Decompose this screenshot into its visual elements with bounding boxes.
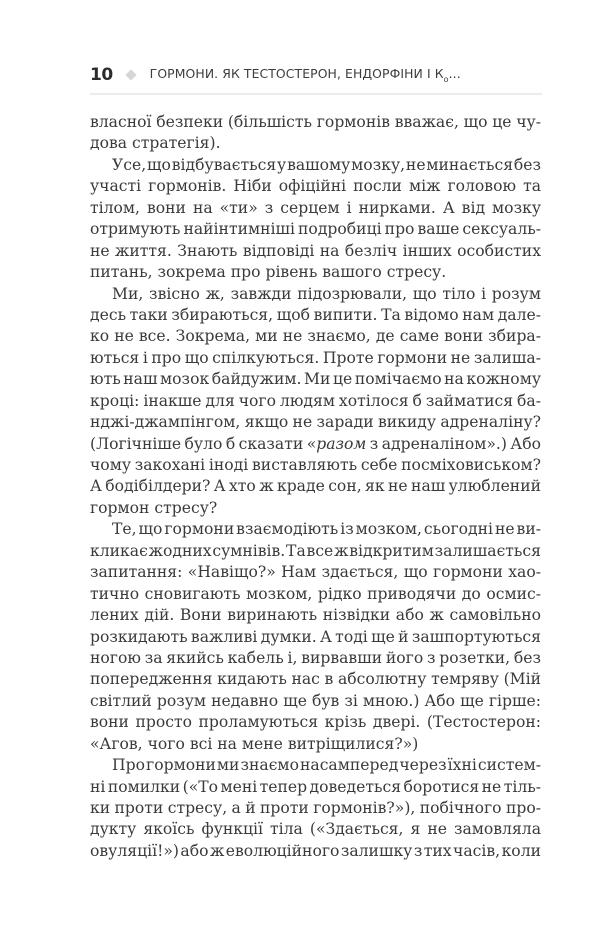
text-line: ко не все. Зокрема, ми не знаємо, де саме вони збира- xyxy=(90,327,541,346)
running-head xyxy=(90,64,542,86)
paragraph-start-line: Усе, що відбувається у вашому мозку, не минається без xyxy=(112,155,541,174)
running-title-text: ГОРМОНИ. ЯК ТЕСТОСТЕРОН, ЕНДОРФІНИ І К xyxy=(149,66,444,81)
diamond-ornament-icon xyxy=(125,69,136,80)
running-title-ellipsis: ... xyxy=(448,66,461,81)
text-line: гормон стресу? xyxy=(90,498,218,517)
text-line: питань, зокрема про рівень вашого стресу. xyxy=(90,263,447,282)
text-fragment: з адреналіном».) Або xyxy=(366,434,541,453)
text-line: попередження кидають нас в абсолютну темряву (Мій xyxy=(90,670,541,689)
text-line: лених дій. Вони виринають нізвідки або ж самовільно xyxy=(90,606,541,625)
text-line: тілом, вони на «ти» з серцем і нирками. А від мозку xyxy=(90,198,541,217)
header-rule xyxy=(90,93,542,95)
text-line: кроці: інакше для чого людям хотілося б займатися ба- xyxy=(90,391,541,410)
text-line: ються і про що спілкуються. Проте гормони не залиша- xyxy=(90,348,541,367)
running-title-subscript: о xyxy=(443,75,449,84)
italic-emphasis: разом xyxy=(316,434,367,453)
text-line: ні помилки («То мені тепер доведеться боротися не тіль- xyxy=(90,777,541,796)
text-line: ногою за якийсь кабель і, вирвавши його з розетки, без xyxy=(90,648,541,667)
text-line: світлий розум недавно ще був зі мною.) Або ще гірше: xyxy=(90,691,541,710)
text-line: власної безпеки (більшість гормонів вважає, що це чу- xyxy=(90,113,541,131)
text-fragment: (Логічніше було б сказати « xyxy=(90,434,317,453)
text-line: розкидають важливі думки. А тоді ще й зашпортуються xyxy=(90,627,541,646)
text-line: десь таки збираються, щоб випити. Та відомо нам дале- xyxy=(90,305,541,324)
text-line: дукту якоїсь функції тіла («Здається, я не замовляла xyxy=(90,820,541,839)
text-line: дова стратегія). xyxy=(90,134,221,153)
text-line: ки проти стресу, а й проти гормонів?»), побічного про- xyxy=(90,799,541,817)
text-line: А бодібілдери? А хто ж краде сон, як не наш улюблений xyxy=(90,477,541,496)
text-line: овуляції!») або ж еволюційного залишку з тих часів, коли xyxy=(90,841,541,860)
text-line: нджі-джампінгом, якщо не заради викиду адреналіну? xyxy=(90,413,541,432)
paragraph-start-line: Про гормони ми знаємо насамперед через їхні систем- xyxy=(112,756,541,775)
text-line: «Агов, чого всі на мене витріщилися?») xyxy=(90,734,419,753)
text-line: ють наш мозок байдужим. Ми це помічаємо на кожному xyxy=(90,370,541,389)
running-title xyxy=(150,66,461,84)
body-text xyxy=(90,112,541,862)
text-line: чому закохані іноді виставляють себе посміховиськом? xyxy=(90,456,541,474)
text-line: тично сновигають мозком, рідко приводячи до осмис- xyxy=(90,584,541,603)
text-line: запитання: «Навіщо?» Нам здається, що гормони хао- xyxy=(90,563,541,582)
text-line-with-italic xyxy=(90,434,541,455)
paragraph-start-line: Ми, звісно ж, завжди підозрювали, що тіло і розум xyxy=(112,284,541,303)
paragraph-start-line: Те, що гормони взаємодіють із мозком, сьогодні не ви- xyxy=(112,520,541,539)
text-line: кликає жодних сумнівів. Та все ж відкритим залишається xyxy=(90,541,541,560)
text-line: не життя. Знають відповіді на безліч інших особистих xyxy=(90,241,541,260)
text-line: вони просто проламуються крізь двері. (Тестостерон: xyxy=(90,713,541,732)
page-number: 10 xyxy=(90,65,113,85)
text-line: отримують найінтимніші подробиці про ваше сексуаль- xyxy=(90,220,541,239)
text-line: участі гормонів. Ніби офіційні посли між головою та xyxy=(90,177,541,196)
